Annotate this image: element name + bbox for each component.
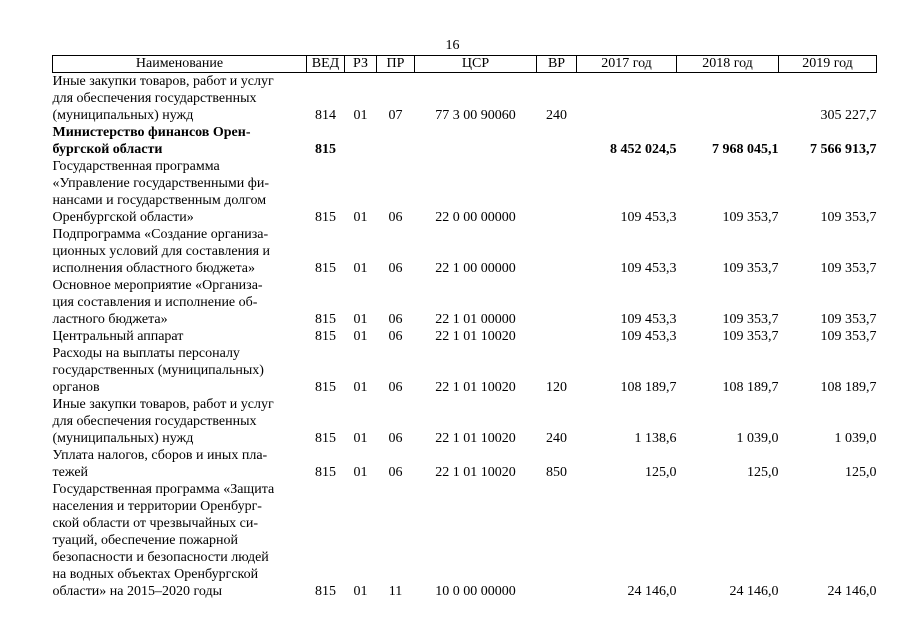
csr-cell: 22 1 01 10020: [435, 465, 516, 480]
amount-2019-cell: 305 227,7: [820, 108, 877, 123]
amount-2019-cell: 24 146,0: [827, 584, 877, 599]
amount-2017-cell: 8 452 024,5: [610, 142, 677, 157]
row-name-line: ластного бюджета»: [52, 312, 168, 327]
row-name-line: Государственная программа «Защита: [52, 482, 275, 497]
table-row: [53, 447, 877, 481]
rz-cell: 01: [353, 210, 368, 225]
row-name-line: (муниципальных) нужд: [52, 431, 194, 446]
table-row: [53, 226, 877, 277]
amount-2017-cell: 1 138,6: [634, 431, 677, 446]
row-name-cell: [53, 447, 307, 481]
csr-cell: 77 3 00 90060: [435, 108, 516, 123]
column-header-rz: РЗ: [345, 56, 377, 73]
amount-2017-cell: [577, 73, 677, 125]
amount-2019-cell: 7 566 913,7: [810, 142, 877, 157]
row-name-cell: [53, 396, 307, 447]
ved-cell: 815: [315, 465, 336, 480]
rz-cell: 01: [353, 329, 368, 344]
amount-2019-cell: 109 353,7: [820, 312, 877, 327]
vr-cell: [537, 277, 577, 328]
row-name-line: для обеспечения государственных: [52, 91, 257, 106]
column-header-csr: ЦСР: [415, 56, 537, 73]
amount-2017-cell: 125,0: [645, 465, 677, 480]
row-name-cell: [53, 277, 307, 328]
row-name-line: ской области от чрезвычайных си-: [52, 516, 259, 531]
ved-cell: 815: [315, 261, 336, 276]
table-row: [53, 481, 877, 600]
vr-cell: 240: [546, 431, 567, 446]
table-row: [53, 73, 877, 125]
row-name-cell: [53, 124, 307, 158]
amount-2019-cell: 108 189,7: [820, 380, 877, 395]
pr-cell: 06: [388, 329, 403, 344]
ved-cell: 815: [315, 329, 336, 344]
page-number: 16: [445, 38, 460, 53]
amount-2018-cell: 24 146,0: [729, 584, 779, 599]
rz-cell: 01: [353, 380, 368, 395]
pr-cell: 07: [388, 108, 403, 123]
ved-cell: 815: [315, 431, 336, 446]
row-name-cell: [53, 328, 307, 345]
amount-2019-cell: 109 353,7: [820, 329, 877, 344]
amount-2018-cell: 125,0: [747, 465, 779, 480]
table-body: [53, 73, 877, 601]
row-name-line: области» на 2015–2020 годы: [52, 584, 223, 599]
pr-cell: 06: [388, 210, 403, 225]
table-row: [53, 396, 877, 447]
amount-2017-cell: 109 453,3: [620, 312, 677, 327]
row-name-line: ция составления и исполнение об-: [52, 295, 258, 310]
row-name-line: для обеспечения государственных: [52, 414, 257, 429]
ved-cell: 815: [315, 312, 336, 327]
ved-cell: 815: [315, 584, 336, 599]
row-name-cell: [53, 158, 307, 226]
ved-cell: 814: [315, 108, 336, 123]
row-name-line: нансами и государственным долгом: [52, 193, 267, 208]
row-name-cell: [53, 481, 307, 600]
pr-cell: 06: [388, 465, 403, 480]
amount-2018-cell: [677, 73, 779, 125]
ved-cell: 815: [315, 142, 336, 157]
row-name-line: Министерство финансов Орен-: [52, 125, 251, 140]
column-header-2019: 2019 год: [779, 56, 877, 73]
row-name-line: органов: [52, 380, 100, 395]
vr-cell: [537, 481, 577, 600]
pr-cell: 06: [388, 312, 403, 327]
column-header-vr: ВР: [537, 56, 577, 73]
row-name-line: государственных (муниципальных): [52, 363, 264, 378]
pr-cell: 06: [388, 431, 403, 446]
pr-cell: 06: [388, 380, 403, 395]
column-header-ved: ВЕД: [307, 56, 345, 73]
vr-cell: [537, 328, 577, 345]
row-name-line: тежей: [52, 465, 89, 480]
table-row: [53, 328, 877, 345]
csr-cell: 22 1 01 10020: [435, 329, 516, 344]
column-header-pr: ПР: [377, 56, 415, 73]
amount-2017-cell: 108 189,7: [620, 380, 677, 395]
row-name-line: туаций, обеспечение пожарной: [52, 533, 238, 548]
table-row: [53, 277, 877, 328]
row-name-line: (муниципальных) нужд: [52, 108, 194, 123]
row-name-line: Расходы на выплаты персоналу: [52, 346, 240, 361]
column-header-name: Наименование: [53, 56, 307, 73]
amount-2018-cell: 1 039,0: [736, 431, 779, 446]
row-name-cell: [53, 73, 307, 125]
csr-cell: [415, 124, 537, 158]
row-name-line: ционных условий для составления и: [52, 244, 271, 259]
row-name-line: «Управление государственными фи-: [52, 176, 269, 191]
row-name-line: Уплата налогов, сборов и иных пла-: [52, 448, 268, 463]
column-header-2017: 2017 год: [577, 56, 677, 73]
rz-cell: 01: [353, 108, 368, 123]
vr-cell: [537, 124, 577, 158]
row-name-line: Подпрограмма «Создание организа-: [52, 227, 269, 242]
csr-cell: 22 1 01 10020: [435, 380, 516, 395]
rz-cell: 01: [353, 261, 368, 276]
rz-cell: 01: [353, 465, 368, 480]
table-row: [53, 345, 877, 396]
amount-2018-cell: 7 968 045,1: [712, 142, 779, 157]
amount-2019-cell: 1 039,0: [834, 431, 877, 446]
vr-cell: 240: [546, 108, 567, 123]
row-name-line: Оренбургской области»: [52, 210, 194, 225]
csr-cell: 22 1 01 10020: [435, 431, 516, 446]
row-name-line: Государственная программа: [52, 159, 220, 174]
row-name-line: бургской области: [52, 142, 163, 157]
row-name-cell: [53, 226, 307, 277]
table-header-row: [53, 56, 877, 73]
budget-table: [52, 55, 877, 600]
amount-2017-cell: 24 146,0: [627, 584, 677, 599]
pr-cell: 11: [388, 584, 403, 599]
csr-cell: 22 0 00 00000: [435, 210, 516, 225]
amount-2019-cell: 109 353,7: [820, 261, 877, 276]
amount-2018-cell: 108 189,7: [722, 380, 779, 395]
amount-2019-cell: 125,0: [845, 465, 877, 480]
csr-cell: 22 1 00 00000: [435, 261, 516, 276]
rz-cell: 01: [353, 584, 368, 599]
csr-cell: 10 0 00 00000: [435, 584, 516, 599]
rz-cell: 01: [353, 431, 368, 446]
amount-2018-cell: 109 353,7: [722, 312, 779, 327]
pr-cell: 06: [388, 261, 403, 276]
amount-2017-cell: 109 453,3: [620, 261, 677, 276]
row-name-cell: [53, 345, 307, 396]
vr-cell: 850: [546, 465, 567, 480]
pr-cell: [377, 124, 415, 158]
amount-2018-cell: 109 353,7: [722, 210, 779, 225]
amount-2018-cell: 109 353,7: [722, 261, 779, 276]
csr-cell: 22 1 01 00000: [435, 312, 516, 327]
amount-2017-cell: 109 453,3: [620, 329, 677, 344]
vr-cell: 120: [546, 380, 567, 395]
rz-cell: 01: [353, 312, 368, 327]
row-name-line: на водных объектах Оренбургской: [52, 567, 259, 582]
ved-cell: 815: [315, 210, 336, 225]
row-name-line: исполнения областного бюджета»: [52, 261, 256, 276]
row-name-line: Иные закупки товаров, работ и услуг: [52, 74, 274, 89]
row-name-line: Иные закупки товаров, работ и услуг: [52, 397, 274, 412]
ved-cell: 815: [315, 380, 336, 395]
amount-2019-cell: 109 353,7: [820, 210, 877, 225]
row-name-line: безопасности и безопасности людей: [52, 550, 269, 565]
row-name-line: Основное мероприятие «Организа-: [52, 278, 263, 293]
vr-cell: [537, 226, 577, 277]
rz-cell: [345, 124, 377, 158]
table-row: [53, 124, 877, 158]
amount-2017-cell: 109 453,3: [620, 210, 677, 225]
row-name-line: населения и территории Оренбург-: [52, 499, 262, 514]
column-header-2018: 2018 год: [677, 56, 779, 73]
vr-cell: [537, 158, 577, 226]
amount-2018-cell: 109 353,7: [722, 329, 779, 344]
table-row: [53, 158, 877, 226]
row-name-line: Центральный аппарат: [52, 329, 184, 344]
